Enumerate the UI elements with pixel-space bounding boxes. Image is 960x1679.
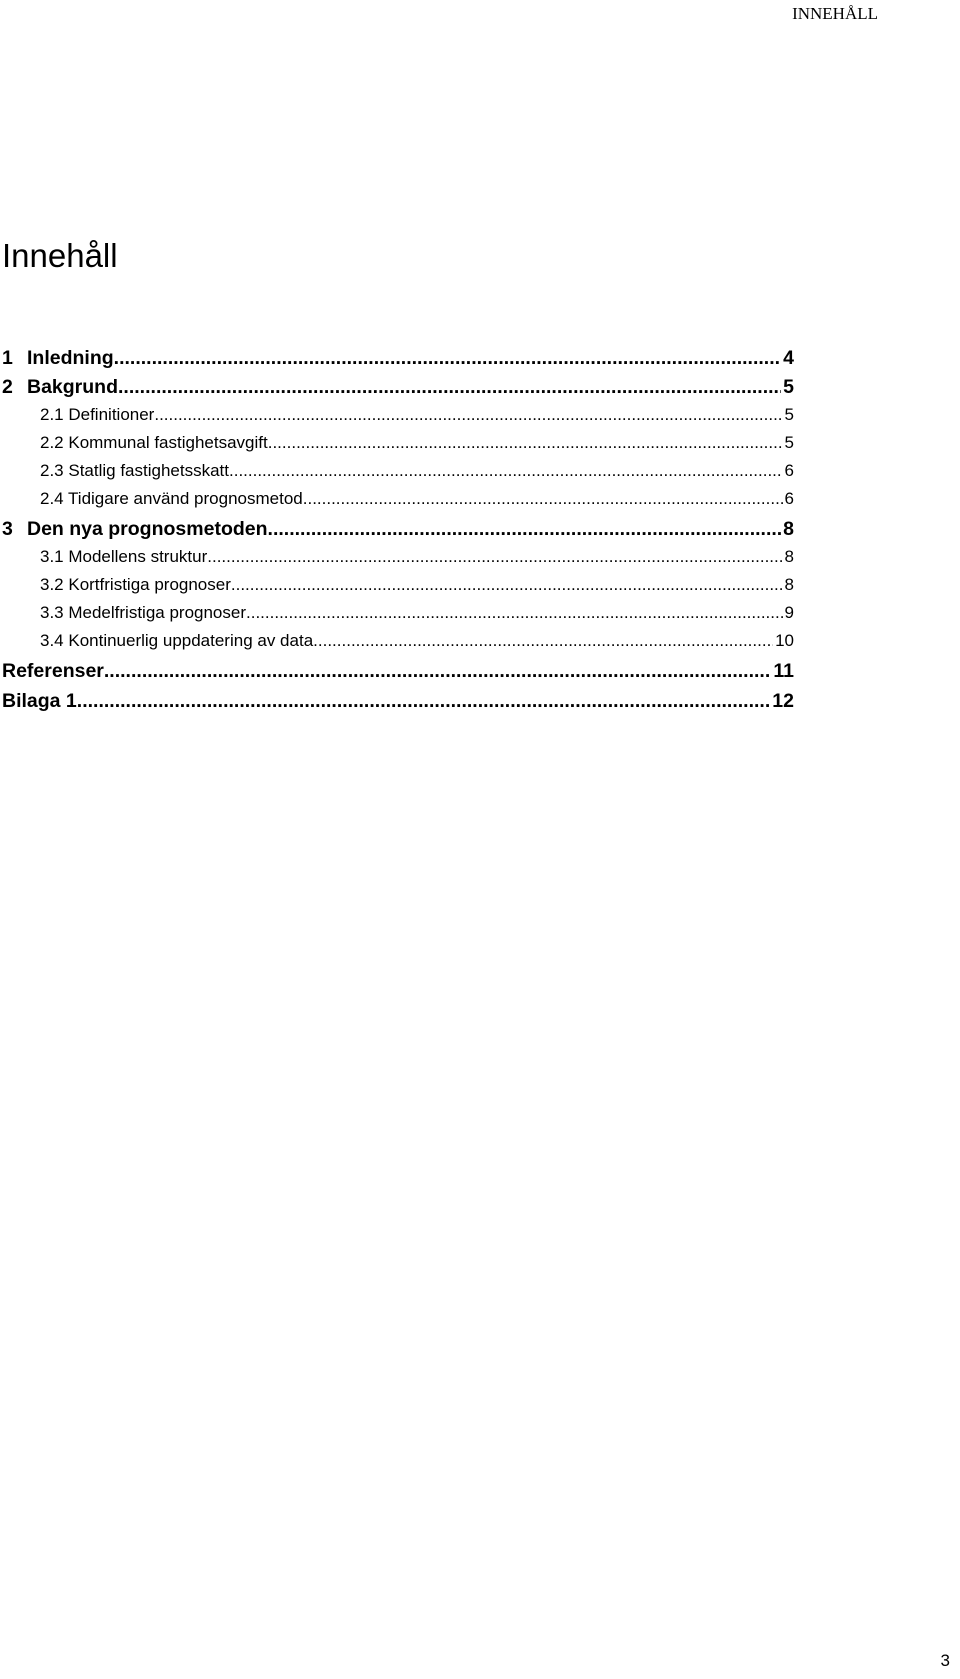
- toc-entry-kontinuerlig-uppdatering[interactable]: [2, 627, 794, 655]
- page-number: 3: [940, 1651, 950, 1670]
- toc-entry-page: 10: [775, 631, 794, 650]
- toc-dot-leader: [246, 599, 783, 627]
- toc-dot-leader: [229, 457, 783, 485]
- toc-entry-text: 2.3 Statlig fastighetsskatt: [40, 461, 229, 480]
- toc-entry-page: 9: [784, 603, 794, 622]
- toc-entry-text: 3.3 Medelfristiga prognoser: [40, 603, 247, 622]
- toc-entry-text: Bilaga 1: [2, 690, 77, 712]
- toc-entry-referenser[interactable]: [2, 657, 794, 685]
- toc-dot-leader: [268, 515, 782, 543]
- toc-entry-text: 3.4 Kontinuerlig uppdatering av data: [40, 631, 314, 650]
- toc-entry-bilaga-1[interactable]: [2, 687, 794, 715]
- toc-dot-leader: [77, 687, 771, 715]
- toc-dot-leader: [114, 344, 781, 372]
- toc-entry-inledning[interactable]: [2, 344, 794, 372]
- toc-entry-statlig-fastighetsskatt[interactable]: [2, 457, 794, 485]
- toc-entry-text: 2.2 Kommunal fastighetsavgift: [40, 433, 268, 452]
- toc-entry-page: 5: [784, 405, 794, 424]
- toc-entry-kommunal-fastighetsavgift[interactable]: [2, 429, 794, 457]
- toc-entry-page: 6: [784, 461, 794, 480]
- toc-entry-text: Inledning: [27, 347, 114, 369]
- toc-dot-leader: [207, 543, 782, 571]
- toc-entry-kortfristiga-prognoser[interactable]: [2, 571, 794, 599]
- toc-entry-page: 5: [784, 433, 794, 452]
- toc-entry-page: 6: [784, 489, 794, 508]
- toc-entry-text: 2.4 Tidigare använd prognosmetod: [40, 489, 303, 508]
- toc-entry-page: 12: [772, 690, 794, 712]
- toc-entry-page: 5: [783, 376, 794, 398]
- toc-entry-text: 3.1 Modellens struktur: [40, 547, 208, 566]
- toc-entry-number: 3: [2, 518, 13, 540]
- toc-entry-page: 4: [783, 347, 794, 369]
- toc-entry-medelfristiga-prognoser[interactable]: [2, 599, 794, 627]
- toc-entry-tidigare-prognosmetod[interactable]: [2, 485, 794, 513]
- toc-entry-bakgrund[interactable]: [2, 373, 794, 401]
- toc-entry-page: 8: [783, 518, 794, 540]
- toc-dot-leader: [268, 429, 783, 457]
- toc-entry-page: 8: [784, 547, 794, 566]
- running-header: INNEHÅLL: [792, 4, 878, 23]
- toc-dot-leader: [104, 657, 771, 685]
- toc-entry-text: 2.1 Definitioner: [40, 405, 155, 424]
- toc-entry-text: Bakgrund: [27, 376, 119, 398]
- toc-entry-den-nya-prognosmetoden[interactable]: [2, 515, 794, 543]
- toc-entry-text: Referenser: [2, 660, 104, 682]
- toc-entry-page: 8: [784, 575, 794, 594]
- toc-entry-modellens-struktur[interactable]: [2, 543, 794, 571]
- toc-entry-text: 3.2 Kortfristiga prognoser: [40, 575, 231, 594]
- toc-entry-number: 1: [2, 347, 13, 369]
- toc-dot-leader: [303, 485, 783, 513]
- toc-dot-leader: [313, 627, 773, 655]
- toc-dot-leader: [231, 571, 783, 599]
- toc-entry-page: 11: [773, 660, 794, 682]
- toc-dot-leader: [154, 401, 782, 429]
- toc-entry-number: 2: [2, 376, 13, 398]
- toc-entry-definitioner[interactable]: [2, 401, 794, 429]
- toc-entry-text: Den nya prognosmetoden: [27, 518, 268, 540]
- toc-title: Innehåll: [2, 237, 118, 274]
- toc-dot-leader: [118, 373, 781, 401]
